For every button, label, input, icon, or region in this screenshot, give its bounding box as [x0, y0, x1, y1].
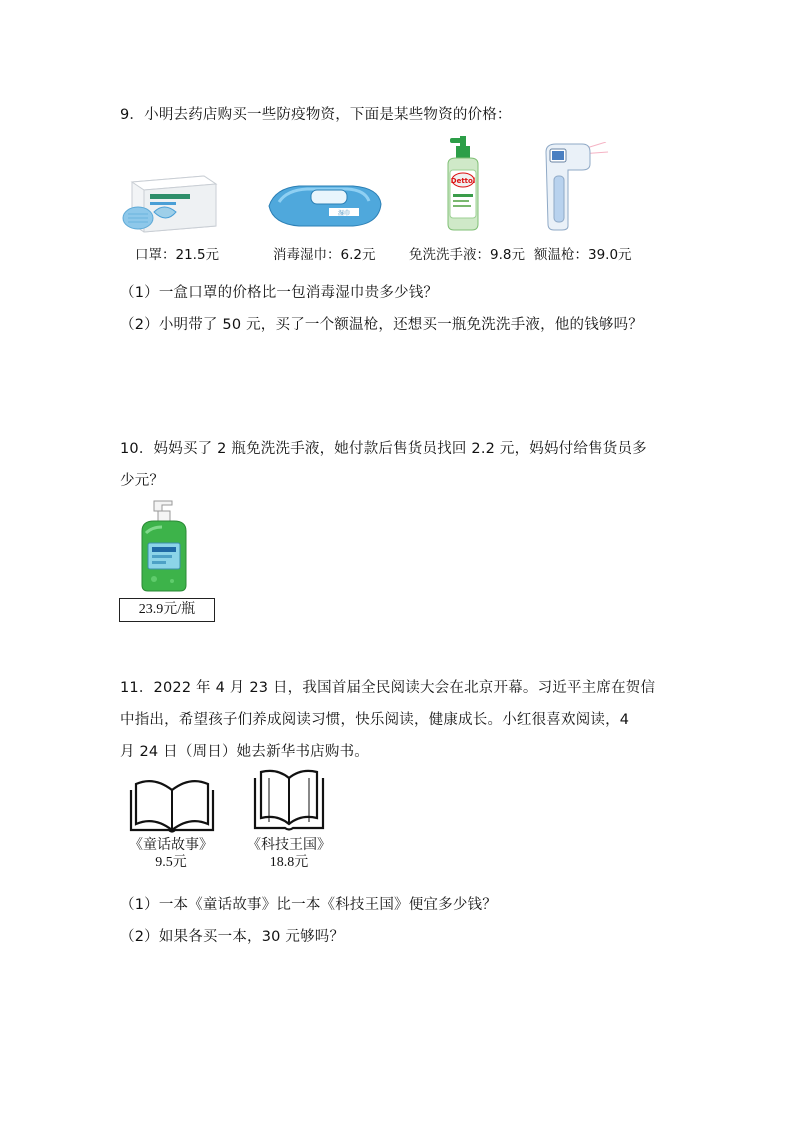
q9-sub1: （1）一盒口罩的价格比一包消毒湿巾贵多少钱？ [120, 285, 439, 301]
open-book-icon [127, 776, 217, 834]
book1-price: 9.5元 [155, 855, 187, 870]
book1-title: 《童话故事》 [129, 838, 213, 853]
q9-item-label-mask: 口罩：21.5元 [135, 247, 220, 263]
q9-item-label-sanitizer: 免洗洗手液：9.8元 [409, 247, 525, 263]
q10-line1: 10．妈妈买了 2 瓶免洗洗手液，她付款后售货员找回 2.2 元，妈妈付给售货员多 [120, 441, 647, 457]
q9-item-label-thermometer: 额温枪：39.0元 [534, 247, 632, 263]
green-hand-soap-bottle-icon [134, 497, 198, 593]
q11-line3: 月 24 日（周日）她去新华书店购书。 [120, 744, 369, 760]
wet-wipes-icon [265, 180, 383, 230]
face-mask-box-icon [120, 168, 218, 234]
svg-text:Dettol: Dettol [450, 177, 476, 185]
q10-price-box: 23.9元/瓶 [119, 598, 215, 622]
svg-text:湿巾: 湿巾 [337, 210, 351, 217]
q11-line1: 11．2022 年 4 月 23 日，我国首届全民阅读大会在北京开幕。习近平主席在贺信 [120, 680, 656, 696]
hand-sanitizer-icon [434, 134, 492, 232]
q11-sub2: （2）如果各买一本，30 元够吗？ [120, 929, 345, 945]
q9-item-label-wipes: 消毒湿巾：6.2元 [273, 247, 376, 263]
book2-price: 18.8元 [269, 855, 309, 870]
book2-title: 《科技王国》 [247, 838, 331, 853]
q9-stem: 9．小明去药店购买一些防疫物资，下面是某些物资的价格： [120, 107, 512, 123]
q11-sub1: （1）一本《童话故事》比一本《科技王国》便宜多少钱？ [120, 897, 497, 913]
thermometer-gun-icon [540, 142, 610, 232]
q9-sub2: （2）小明带了 50 元，买了一个额温枪，还想买一瓶免洗洗手液，他的钱够吗？ [120, 317, 643, 333]
open-book-icon [251, 768, 327, 834]
q10-line2: 少元？ [120, 473, 165, 489]
q11-line2: 中指出，希望孩子们养成阅读习惯，快乐阅读，健康成长。小红很喜欢阅读，4 [120, 712, 630, 728]
